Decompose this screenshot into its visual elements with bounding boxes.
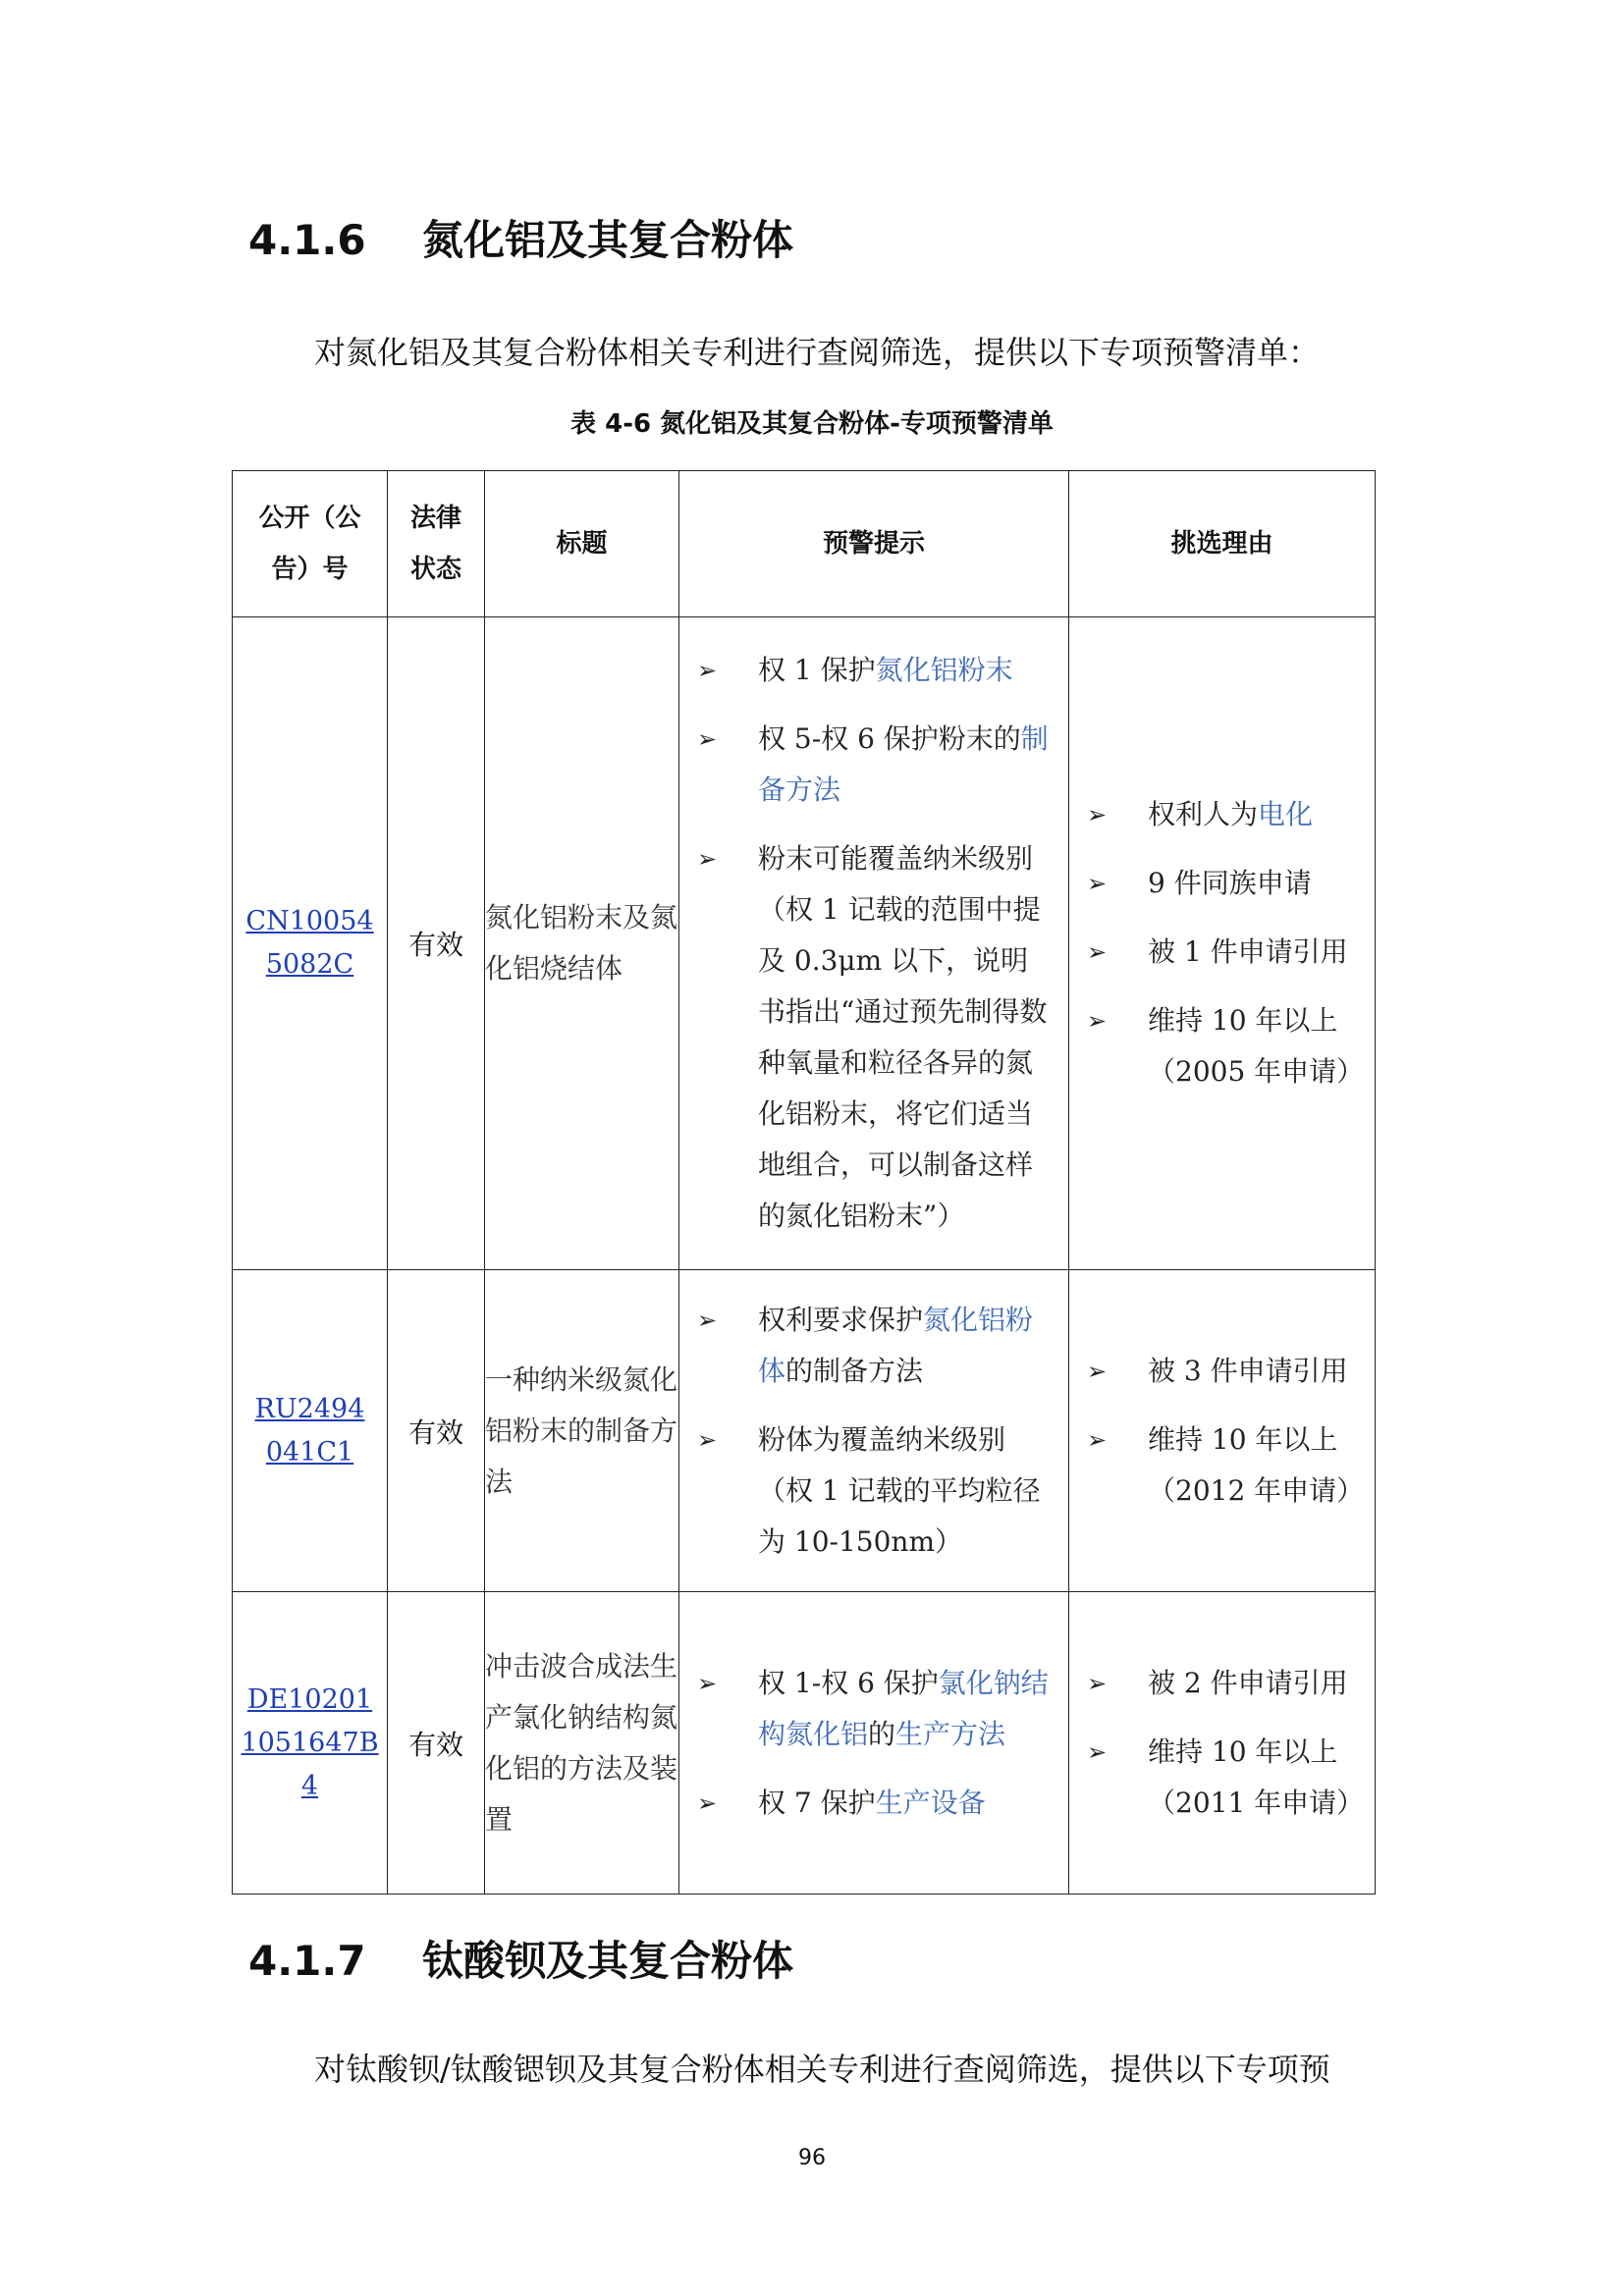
- highlighted-text: 氯化钠结构氮化铝: [758, 1666, 1049, 1750]
- item-text: 权 7 保护: [758, 1786, 876, 1819]
- patent-link[interactable]: RU2494041C1: [254, 1393, 365, 1468]
- table-header-row: [233, 471, 1376, 617]
- table-row: [233, 1270, 1376, 1592]
- item-text: 的制备方法: [785, 1354, 924, 1387]
- table-row: [233, 617, 1376, 1270]
- list-item: [697, 714, 1055, 816]
- reason-cell: [1069, 617, 1376, 1270]
- table-caption: 表 4-6 氮化铝及其复合粉体-专项预警清单: [570, 409, 1054, 439]
- highlighted-text: 氮化铝粉末: [875, 654, 1013, 686]
- patent-link[interactable]: DE102011051647B4: [241, 1683, 379, 1801]
- list-item: [697, 833, 1055, 1242]
- section-heading-4-1-7: [248, 1937, 794, 1985]
- legal-status-cell: 有效: [388, 617, 485, 1270]
- page-number: 96: [798, 2146, 826, 2170]
- arrow-bullet-icon: ➢: [1087, 801, 1108, 828]
- warning-cell: [679, 617, 1069, 1270]
- item-text: 权 1 保护: [758, 654, 876, 686]
- title-cell: 氮化铝粉末及氮化铝烧结体: [485, 617, 679, 1270]
- section-number: 4.1.7: [248, 1937, 366, 1985]
- legal-status-cell: 有效: [388, 1592, 485, 1895]
- warning-list-table: [232, 470, 1376, 1895]
- arrow-bullet-icon: ➢: [697, 1306, 718, 1334]
- table-row: [233, 1592, 1376, 1895]
- list-item: [1087, 995, 1365, 1097]
- bullet-list: [1069, 789, 1375, 1097]
- list-item: [697, 1658, 1055, 1760]
- col-header-legal-status: 法律状态: [388, 471, 485, 617]
- arrow-bullet-icon: ➢: [1087, 1007, 1108, 1035]
- item-text: 被 1 件申请引用: [1148, 935, 1348, 968]
- arrow-bullet-icon: ➢: [1087, 938, 1108, 966]
- item-text: 的: [868, 1717, 896, 1750]
- section-title: 氮化铝及其复合粉体: [422, 216, 794, 264]
- arrow-bullet-icon: ➢: [697, 1669, 718, 1697]
- arrow-bullet-icon: ➢: [1087, 1425, 1108, 1454]
- reason-cell: [1069, 1592, 1376, 1895]
- publication-number-cell: [233, 1270, 388, 1592]
- list-item: [1087, 789, 1361, 840]
- section-number: 4.1.6: [248, 216, 366, 264]
- bullet-list: [679, 1658, 1068, 1829]
- intro-paragraph: 对氮化铝及其复合粉体相关专利进行查阅筛选，提供以下专项预警清单：: [314, 334, 1321, 371]
- highlighted-text: 生产方法: [895, 1717, 1006, 1750]
- list-item: [1087, 1415, 1365, 1517]
- list-item: [1087, 858, 1361, 909]
- section-heading-4-1-6: [248, 216, 794, 264]
- item-text: 维持 10 年以上（2012 年申请）: [1148, 1422, 1365, 1507]
- item-text: 被 3 件申请引用: [1148, 1354, 1348, 1387]
- bullet-list: [1069, 1658, 1375, 1829]
- patent-link[interactable]: CN100545082C: [245, 906, 374, 980]
- list-item: [1087, 927, 1361, 978]
- item-text: 被 2 件申请引用: [1148, 1666, 1348, 1699]
- bullet-list: [679, 1295, 1068, 1568]
- arrow-bullet-icon: ➢: [697, 845, 718, 873]
- highlighted-text: 氮化铝粉体: [758, 1303, 1034, 1387]
- list-item: [1087, 1658, 1361, 1709]
- publication-number-cell: [233, 1592, 388, 1895]
- arrow-bullet-icon: ➢: [697, 1425, 718, 1454]
- arrow-bullet-icon: ➢: [1087, 1357, 1108, 1385]
- highlighted-text: 生产设备: [875, 1786, 986, 1819]
- item-text: 权 5-权 6 保护粉末的: [758, 722, 1021, 755]
- arrow-bullet-icon: ➢: [1087, 1737, 1108, 1766]
- item-text: 9 件同族申请: [1148, 867, 1312, 899]
- arrow-bullet-icon: ➢: [1087, 870, 1108, 897]
- arrow-bullet-icon: ➢: [697, 657, 718, 684]
- item-text: 粉末可能覆盖纳米级别（权 1 记载的范围中提及 0.3μm 以下，说明书指出“通过预先制得数种氧量和粒径各异的氮化铝粉末，将它们适当地组合，可以制备这样的氮化铝粉末”）: [758, 842, 1048, 1232]
- item-text: 维持 10 年以上（2005 年申请）: [1148, 1004, 1365, 1088]
- col-header-reason: 挑选理由: [1069, 471, 1376, 617]
- list-item: [697, 645, 1055, 696]
- item-text: 维持 10 年以上（2011 年申请）: [1148, 1735, 1365, 1819]
- item-text: 粉体为覆盖纳米级别（权 1 记载的平均粒径为 10-150nm）: [758, 1422, 1041, 1558]
- arrow-bullet-icon: ➢: [697, 725, 718, 753]
- warning-cell: [679, 1270, 1069, 1592]
- arrow-bullet-icon: ➢: [1087, 1669, 1108, 1697]
- col-header-title: 标题: [485, 471, 679, 617]
- legal-status-cell: 有效: [388, 1270, 485, 1592]
- publication-number-cell: [233, 617, 388, 1270]
- bullet-list: [679, 645, 1068, 1242]
- warning-cell: [679, 1592, 1069, 1895]
- title-cell: 一种纳米级氮化铝粉末的制备方法: [485, 1270, 679, 1592]
- highlighted-text: 制备方法: [758, 722, 1049, 806]
- reason-cell: [1069, 1270, 1376, 1592]
- col-header-warning: 预警提示: [679, 471, 1069, 617]
- highlighted-text: 电化: [1258, 798, 1314, 830]
- list-item: [1087, 1727, 1365, 1829]
- col-header-publication-number: 公开（公告）号: [233, 471, 388, 617]
- section-title: 钛酸钡及其复合粉体: [422, 1937, 794, 1985]
- title-cell: 冲击波合成法生产氯化钠结构氮化铝的方法及装置: [485, 1592, 679, 1895]
- bullet-list: [1069, 1346, 1375, 1517]
- item-text: 权利要求保护: [758, 1303, 924, 1336]
- arrow-bullet-icon: ➢: [697, 1789, 718, 1817]
- list-item: [1087, 1346, 1361, 1397]
- item-text: 权 1-权 6 保护: [758, 1666, 939, 1699]
- intro-paragraph-2: 对钛酸钡/钛酸锶钡及其复合粉体相关专利进行查阅筛选，提供以下专项预: [314, 2051, 1330, 2088]
- list-item: [697, 1778, 1055, 1829]
- list-item: [697, 1415, 1055, 1568]
- list-item: [697, 1295, 1055, 1397]
- item-text: 权利人为: [1148, 798, 1259, 830]
